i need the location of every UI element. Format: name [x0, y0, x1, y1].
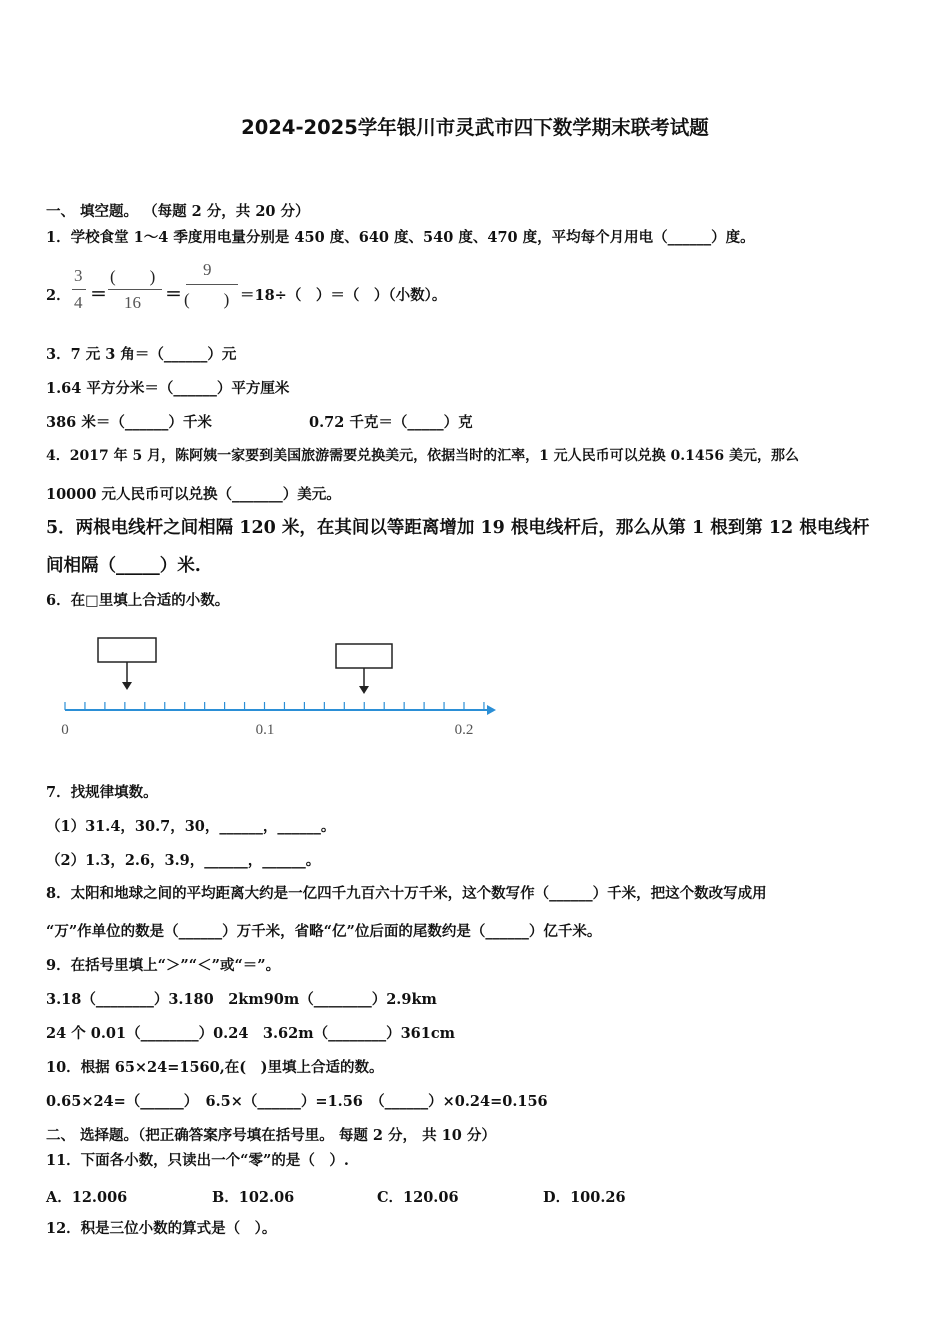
- question-8-line-1: 8．太阳和地球之间的平均距离大约是一亿四千九百六十万千米，这个数写作（______）千米，把这个数改写成用: [46, 885, 767, 902]
- answer-box-1: [98, 638, 156, 662]
- question-7-part-2: （2）1.3，2.6，3.9，______，______。: [46, 852, 321, 869]
- option-a: A．12.006: [46, 1189, 128, 1206]
- question-3-part-4: 0.72 千克＝（_____）克: [309, 414, 473, 431]
- question-9: 9．在括号里填上“＞”“＜”或“＝”。: [46, 957, 281, 974]
- fraction-2-bar: [108, 289, 162, 290]
- question-7: 7．找规律填数。: [46, 784, 158, 801]
- question-11: 11．下面各小数，只读出一个“零”的是（ ）.: [46, 1152, 349, 1169]
- question-10-parts: 0.65×24=（______） 6.5×（______）=1.56 （______）×0.24=0.156: [46, 1093, 548, 1110]
- question-3-part-1: 3．7 元 3 角＝（______）元: [46, 346, 237, 363]
- section-heading-2: 二、 选择题。（把正确答案序号填在括号里。 每题 2 分， 共 10 分）: [46, 1127, 496, 1144]
- arrow-2-head: [359, 686, 369, 694]
- option-b: B．102.06: [212, 1189, 295, 1206]
- number-line-figure: [55, 630, 505, 745]
- option-d: D．100.26: [543, 1189, 626, 1206]
- equals-sign-2: ＝: [165, 285, 182, 305]
- question-8-line-2: “万”作单位的数是（______）万千米，省略“亿”位后面的尾数约是（______）亿千米。: [46, 923, 602, 940]
- question-9-part-1: 3.18（________）3.180 2km90m（________）2.9km: [46, 991, 437, 1008]
- question-10: 10．根据 65×24=1560,在( )里填上合适的数。: [46, 1059, 384, 1076]
- question-5-line-2: 间相隔（_____）米.: [46, 556, 201, 576]
- tick-label-0-1: 0.1: [255, 722, 275, 738]
- section-heading-1: 一、 填空题。 （每题 2 分，共 20 分）: [46, 203, 310, 220]
- arrow-1-head: [122, 682, 132, 690]
- question-12: 12．积是三位小数的算式是（ ）。: [46, 1220, 277, 1237]
- tick-label-0-2: 0.2: [454, 722, 474, 738]
- fraction-1-numerator: 3: [74, 266, 83, 285]
- page-title: 2024-2025学年银川市灵武市四下数学期末联考试题: [241, 116, 709, 139]
- fraction-2-numerator: ( ): [110, 267, 156, 286]
- question-7-part-1: （1）31.4，30.7，30，______，______。: [46, 818, 336, 835]
- number-line-ticks: [65, 702, 484, 710]
- tick-label-0: 0: [61, 722, 69, 738]
- fraction-2-denominator: 16: [124, 293, 141, 312]
- fraction-1-denominator: 4: [74, 293, 83, 312]
- question-1: 1．学校食堂 1～4 季度用电量分别是 450 度、640 度、540 度、470 度，平均每个月用电（______）度。: [46, 229, 755, 246]
- question-2-label: 2．: [46, 287, 71, 304]
- question-5-line-1: 5．两根电线杆之间相隔 120 米，在其间以等距离增加 19 根电线杆后，那么从第 1 根到第 12 根电线杆: [46, 518, 870, 538]
- fraction-3-numerator: 9: [203, 260, 212, 279]
- question-3-part-2: 1.64 平方分米＝（______）平方厘米: [46, 380, 290, 397]
- answer-box-2: [336, 644, 392, 668]
- question-9-part-2: 24 个 0.01（________）0.24 3.62m（________）361cm: [46, 1025, 456, 1042]
- question-3-part-3: 386 米＝（______）千米: [46, 414, 212, 431]
- number-line-arrowhead: [487, 705, 496, 715]
- question-4-line-2: 10000 元人民币可以兑换（_______）美元。: [46, 486, 341, 503]
- question-6: 6．在□里填上合适的小数。: [46, 592, 230, 609]
- fraction-1-bar: [72, 289, 86, 290]
- option-c: C．120.06: [377, 1189, 459, 1206]
- equals-sign-1: ＝: [90, 285, 107, 305]
- fraction-3-denominator: ( ): [184, 290, 230, 309]
- question-2-tail: ＝18÷（ ）＝（ ）（小数）。: [240, 287, 447, 304]
- question-4-line-1: 4．2017 年 5 月，陈阿姨一家要到美国旅游需要兑换美元，依据当时的汇率，1 元人民币可以兑换 0.1456 美元，那么: [46, 448, 800, 464]
